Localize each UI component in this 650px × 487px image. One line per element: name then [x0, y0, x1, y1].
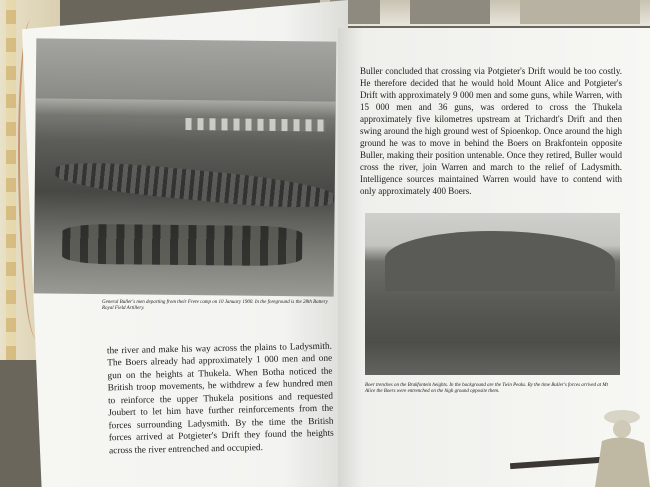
right-page-body-text: Buller concluded that crossing via Potgieter's Drift would be too costly. He therefore decided that he would hold Mount Alice and Potgieter's Drift with approximately 9 000 men and some guns, while Warren, with 15 000 men and 36 guns, was ordered to cross the Thukela approximately five kilometres upstream at Trichardt's Drift and then swing around the high ground west of Spioenkop. Once around the high ground he was to move in behind the Boers on Brakfontein opposite Buller, making their position untenable. Once they retired, Buller would cross the river, join Warren and march to the relief of Ladysmith. Intelligence sources maintained Warren would have to contend with only approximately 400 Boers.: [360, 66, 622, 197]
photo-camp-tents: [185, 118, 325, 131]
map-border: [6, 0, 16, 360]
background-book-cover: [320, 0, 650, 26]
soldier-figurine: [510, 397, 650, 487]
photo-horizon: [36, 98, 336, 119]
right-photo-caption: Boer trenches on the Brakfontein heights. In the background are the Twin Peaks. By the time Buller's forces arrived at Mt Alice the Boers were entrenched on the high ground opposite them.: [365, 383, 608, 395]
left-page-body-text: the river and make his way across the plains to Ladysmith. The Boers already had approximately 1 000 men and one gun on the heights at Thukela. When Botha noticed the British troop movements, he withdrew a few hundred men to reinforce the upper Thukela positions and requested Joubert to let him have further reinforcements from the forces surrounding Ladysmith. By the time the British forces arrived at Potgieter's Drift they found the heights across the river entrenched and occupied.: [106, 341, 334, 456]
cover-photo: [410, 0, 490, 24]
figurine-head: [613, 420, 631, 438]
photo-artillery-teams: [62, 224, 302, 267]
photo-troop-column: [54, 157, 336, 214]
left-photo-caption: General Buller's men departing from their Frere camp on 10 January 1900. In the foreground is the 28th Battery Royal Field Artillery.: [102, 300, 328, 312]
cover-map: [520, 0, 640, 24]
photo-twin-peaks: [385, 231, 615, 291]
figurine-body: [595, 437, 650, 487]
photo-buller-camp-departure: [34, 38, 337, 296]
photo-boer-trenches: [365, 213, 620, 375]
